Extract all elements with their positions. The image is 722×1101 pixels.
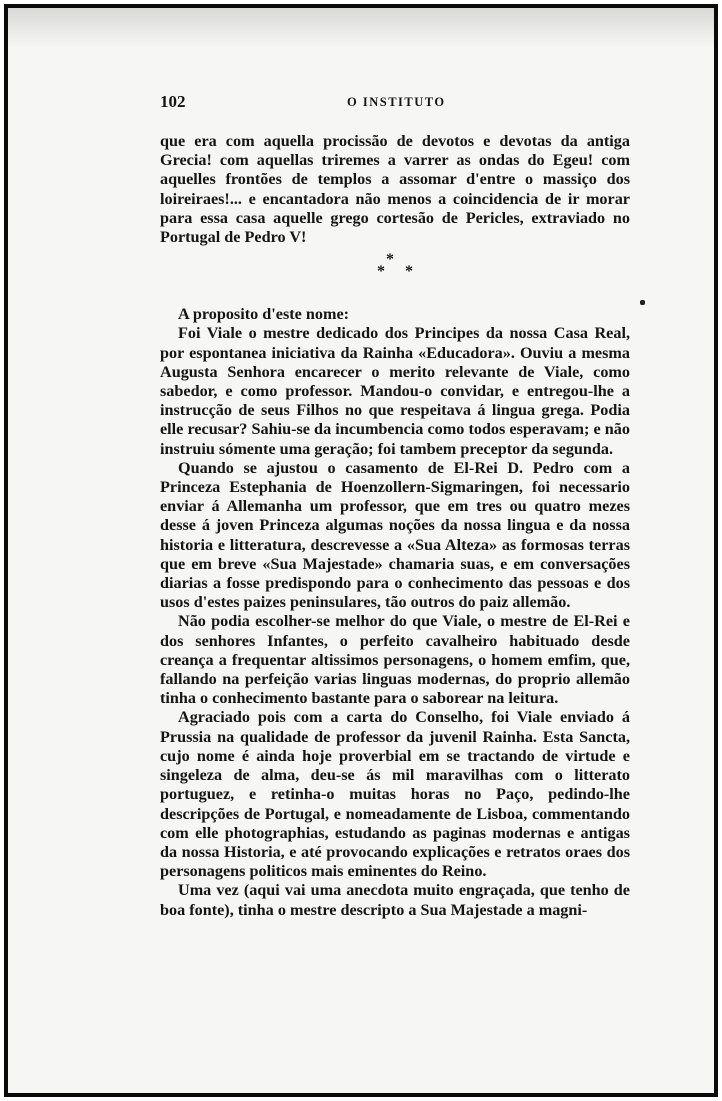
paragraph-3: Foi Viale o mestre dedicado dos Principes da nossa Casa Real, por espontanea iniciativa da Rainha «Educadora». Ouviu a mesma Augusta Senhora encarecer o merito relevante de Viale, como sabedor, e como professor. Mandou-o convidar, e entregou-lhe a instrucção de seus Filhos no que respeitava á lingua grega. Podia elle recusar? Sahiu-se da incumbencia como todos esperavam; e não instruiu sómente uma geração; foi tambem preceptor da segunda. [160,324,630,458]
scanned-page [4,4,718,1097]
asterism-star-left: * [377,263,385,281]
paragraph-5: Não podia escolher-se melhor do que Viale, o mestre de El-Rei e dos senhores Infantes, o perfeito cavalheiro habituado desde creança a frequentar altissimos personagens, o homem emfim, que, fallando na perfeição varias linguas modernas, do proprio allemão tinha o conhecimento bastante para o saborear na leitura. [160,612,630,708]
asterism-star-right: * [405,263,413,281]
ink-speck [640,300,645,305]
asterism [160,247,630,305]
paragraph-6: Agraciado pois com a carta do Conselho, foi Viale enviado á Prussia na qualidade de professor da juvenil Rainha. Esta Sancta, cujo nome é ainda hoje proverbial em se tractando de virtude e singeleza de alma, deu-se ás mil maravilhas com o litterato portuguez, e retinha-o muitas horas no Paço, pedindo-lhe descripções de Portugal, e nomeadamente de Lisboa, commentando com elle photographias, estudando as paginas modernas e antigas da nossa Historia, e até provocando explicações e retratos oraes dos personagens politicos mais eminentes do Reino. [160,708,630,881]
asterism-star-top: * [386,251,394,269]
page-content [160,92,630,920]
running-title: O INSTITUTO [347,95,446,109]
page-header [160,92,630,114]
page-number: 102 [160,92,186,111]
paragraph-4: Quando se ajustou o casamento de El-Rei D. Pedro com a Princeza Estephania de Hoenzollern-Sigmaringen, foi necessario enviar á Allemanha um professor, que em tres ou quatro mezes desse á joven Princeza algumas noções da nossa lingua e da nossa historia e litteratura, descrevesse a «Sua Alteza» as formosas terras que em breve «Sua Majestade» chamaria suas, e em conversações diarias a fosse predispondo para o conhecimento das pessoas e dos usos d'estes paizes peninsulares, tão outros do paiz allemão. [160,458,630,612]
paragraph-2: A proposito d'este nome: [178,305,350,324]
paragraph-1: que era com aquella procissão de devotos e devotas da antiga Grecia! com aquellas triremes a varrer as ondas do Egeu! com aquelles frontões de templos a assomar d'entre o massiço dos loireiraes!... e encantadora não menos a coincidencia de ir morar para essa casa aquelle grego cortesão de Pericles, extraviado no Portugal de Pedro V! [160,132,630,247]
paragraph-7: Uma vez (aqui vai uma anecdota muito engraçada, que tenho de boa fonte), tinha o mestre descripto a Sua Majestade a magni- [160,881,630,919]
